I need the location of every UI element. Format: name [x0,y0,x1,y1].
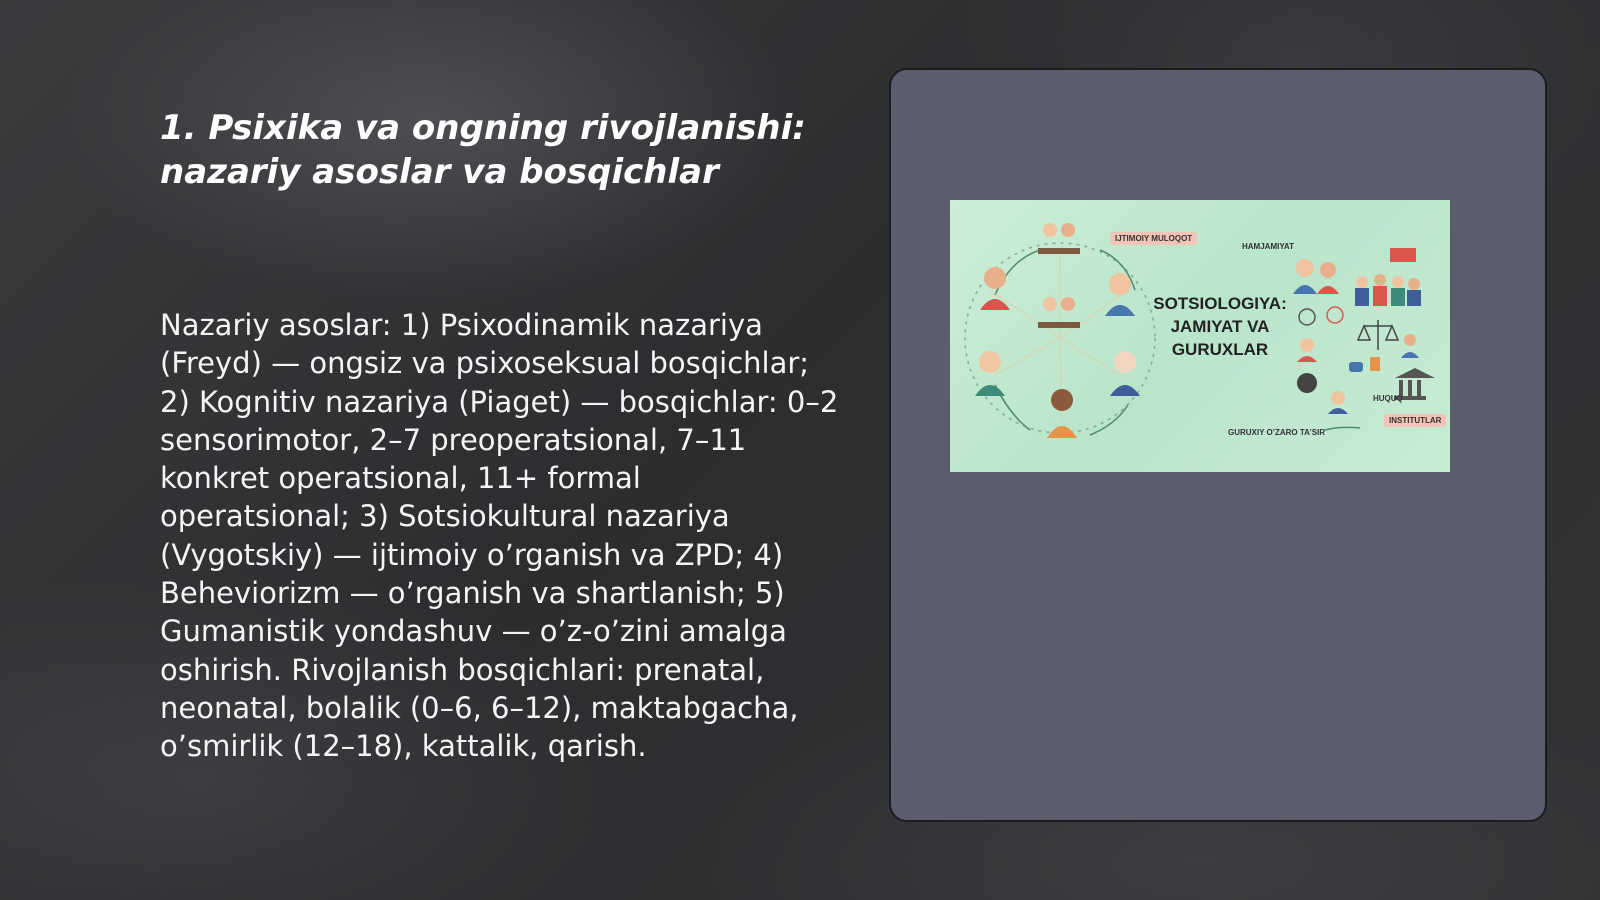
slide-title: 1. Psixika va ongning rivojlanishi: nazariy asoslar va bosqichlar [160,108,806,192]
label-group-interaction: GURUXIY O’ZARO TA’SIR [1228,428,1326,437]
label-community: HAMJAMIYAT [1242,242,1295,251]
label-law: HUQUQ [1373,394,1403,403]
label-social: IJTIMOIY MULOQOT [1110,232,1197,245]
sociology-illustration [950,200,1450,472]
label-institutions: INSTITUTLAR [1384,414,1446,427]
slide-body-text: Nazariy asoslar: 1) Psixodinamik nazariya (Freyd) — ongsiz va psixoseksual bosqichlar; 2) Kognitiv nazariya (Piaget) — bosqichlar: 0–2 sensorimotor, 2–7 preoperatsional, 7–11 konkret operatsional, 11+ formal operatsional; 3) Sotsiokultural nazariya (Vygotskiy) — ijtimoiy o’rganish va ZPD; 4) Beheviorizm — o’rganish va shartlanish; 5) Gumanistik yondashuv — o’z-o’zini amalga oshirish. Rivojlanish bosqichlari: prenatal, neonatal, bolalik (0–6, 6–12), maktabgacha, o’smirlik (12–18), kattalik, qarish. [160,308,839,764]
illustration-title: SOTSIOLOGIYA: JAMIYAT VA GURUXLAR [1153,294,1287,359]
